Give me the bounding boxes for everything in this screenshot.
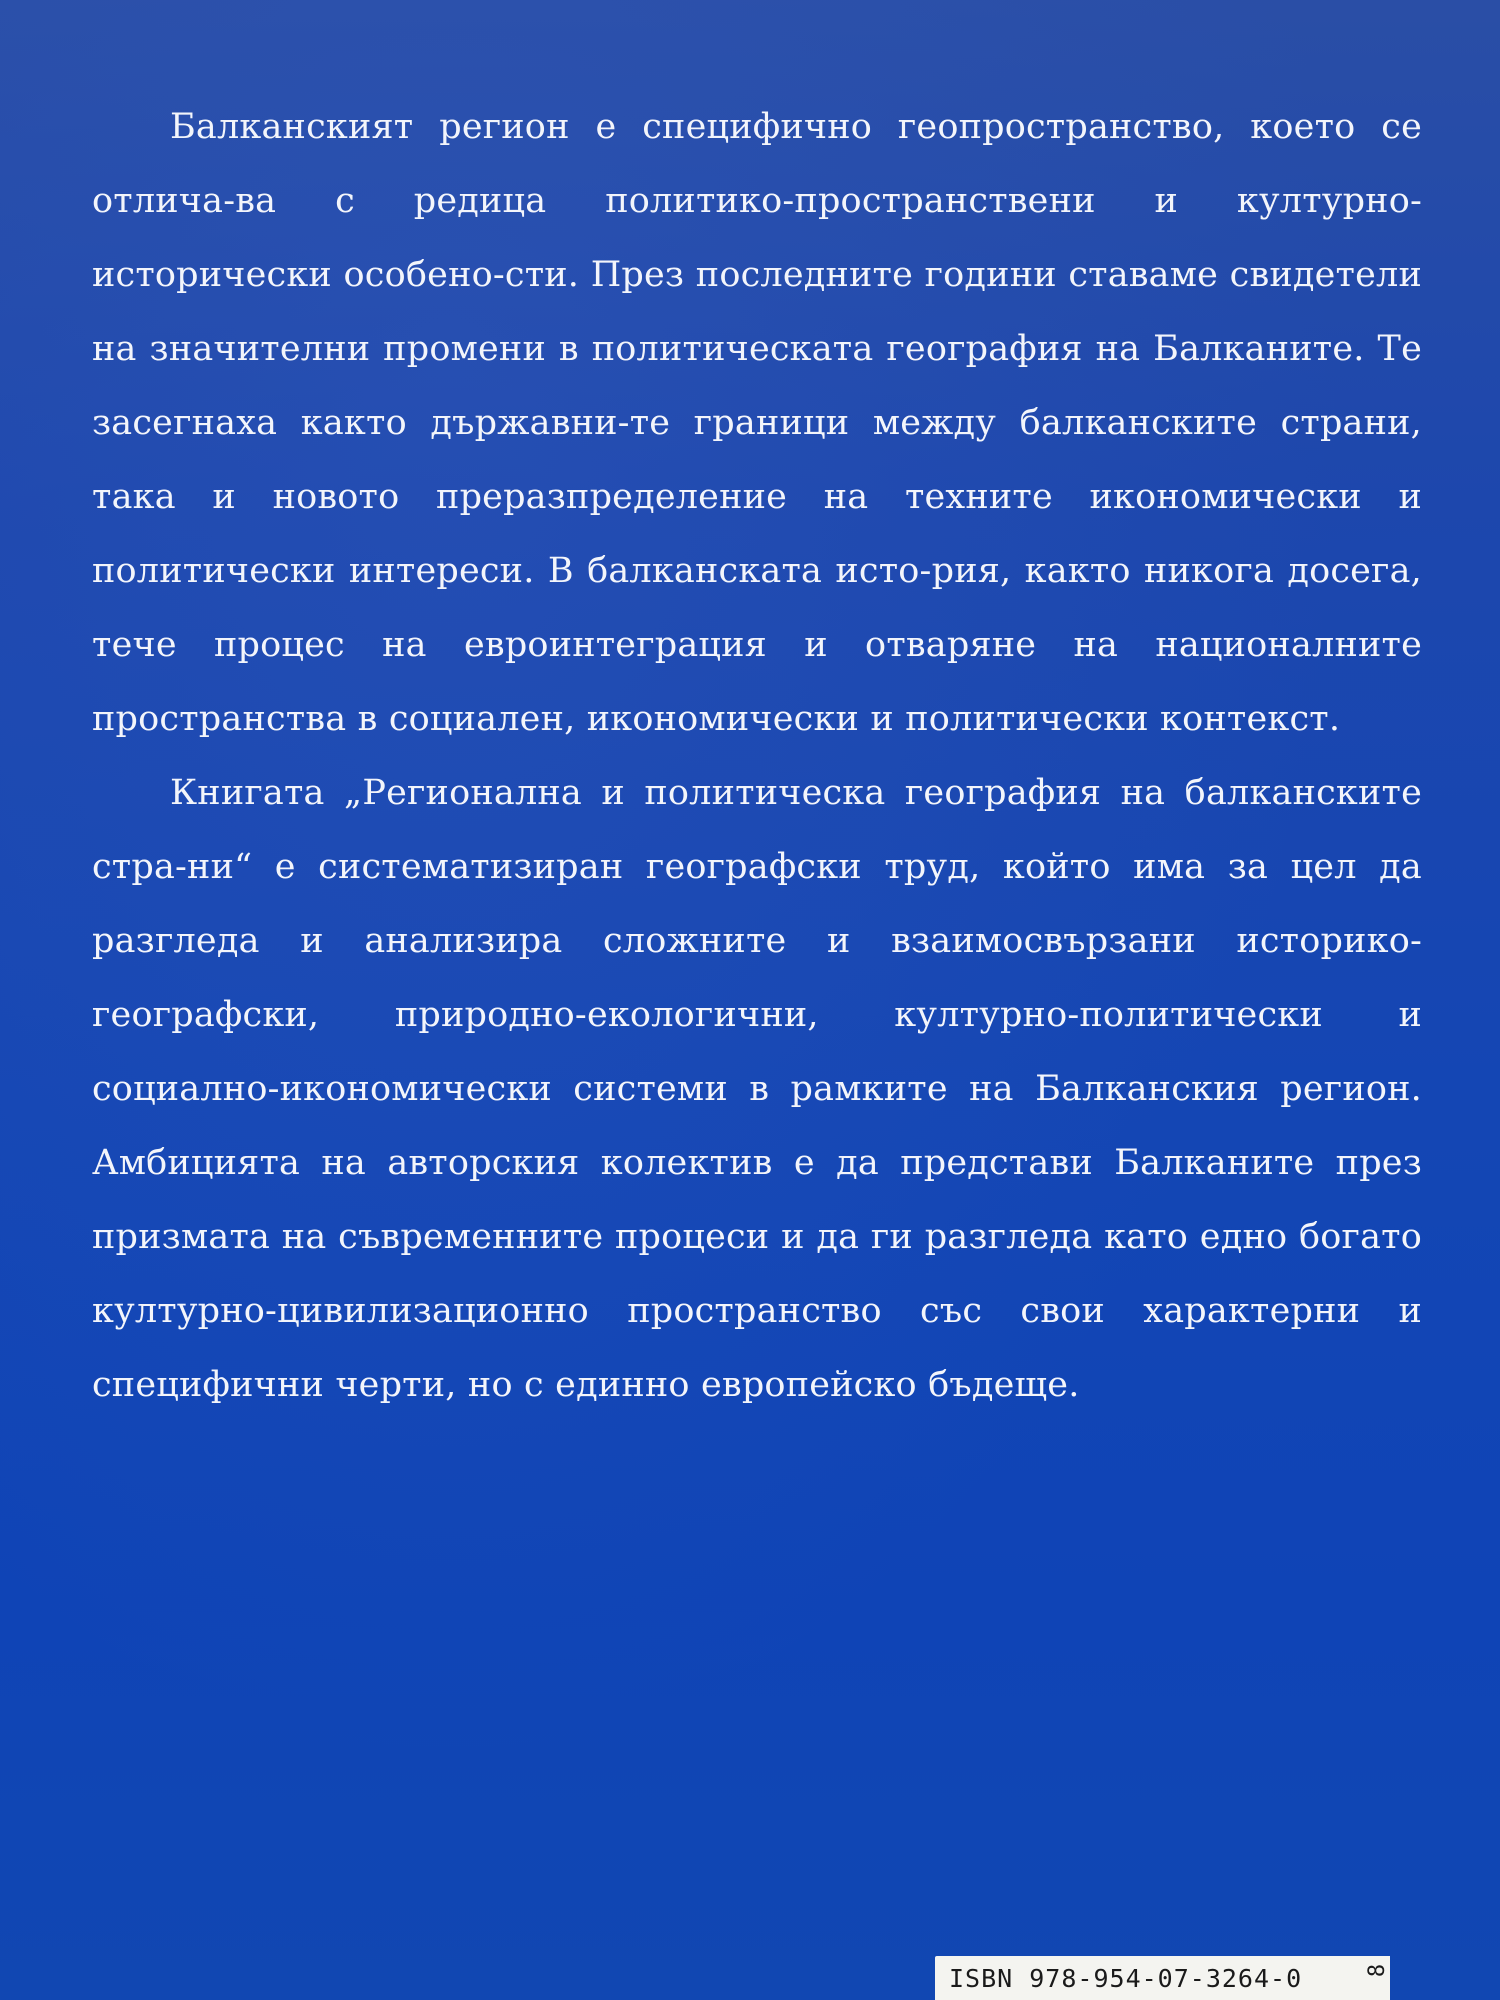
blurb-paragraph-1: Балканският регион е специфично геопространство, което се отлича-ва с редица политико-пространствени и културно-исторически особено-сти. През последните години ставаме свидетели на значителни промени в политическата география на Балканите. Те засегнаха както държавни-те граници между балканските страни, така и новото преразпределение на техните икономически и политически интереси. В балканската исто-рия, както никога досега, тече процес на евроинтеграция и отваряне на националните пространства в социален, икономически и политически контекст.	[92, 107, 1422, 739]
blurb-text	[92, 90, 1422, 1422]
blurb-paragraph-2: Книгата „Регионална и политическа география на балканските стра-ни“ е систематизиран географски труд, който има за цел да разгледа и анализира сложните и взаимосвързани историко-географски, природно-екологични, културно-политически и социално-икономически системи в рамките на Балканския регион. Амбицията на авторския колектив е да представи Балканите през призмата на съвременните процеси и да ги разгледа като едно богато културно-цивилизационно пространство със свои характерни и специфични черти, но с единно европейско бъдеще.	[92, 773, 1422, 1405]
isbn-suffix: 8	[1364, 1963, 1390, 1978]
isbn-number: ISBN 978-954-07-3264-0	[949, 1964, 1303, 1993]
isbn-label	[935, 1956, 1390, 2000]
